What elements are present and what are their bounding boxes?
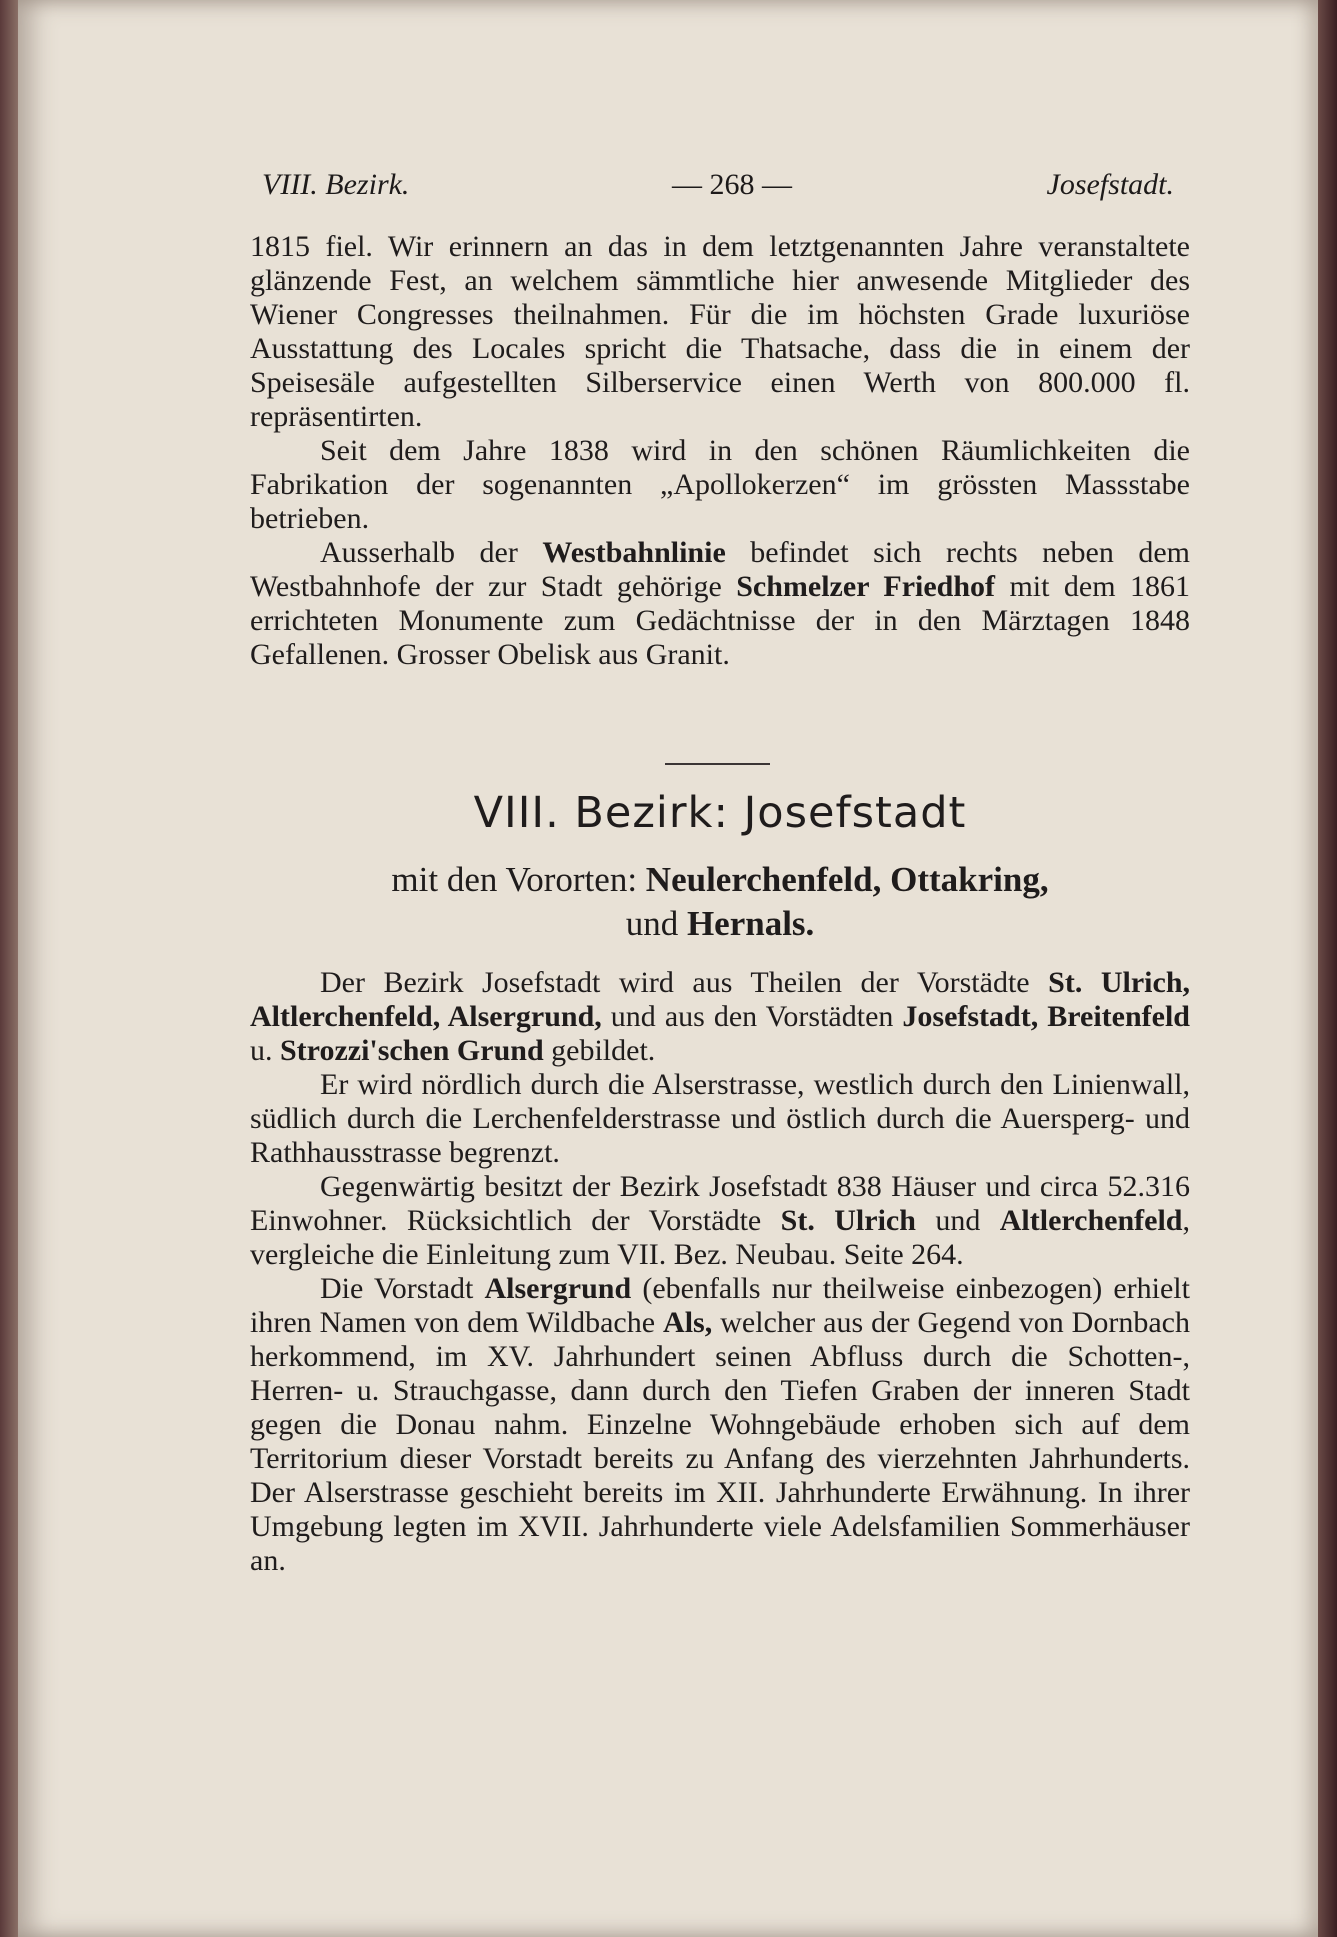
paragraph: 1815 fiel. Wir erinnern an das in dem letztgenannten Jahre veranstaltete glänzende Fest, an welchem sämmtliche hier anwesende Mitglieder des Wiener Congresses theilnahmen. Für die im höchsten Grade luxuriöse Ausstattung des Locales spricht die Thatsache, dass die in einem der Speisesäle aufgestellten Silberservice einen Werth von 800.000 fl. repräsentirten. [250,230,1190,433]
book-spine [0,0,18,1937]
paragraph: Der Bezirk Josefstadt wird aus Theilen der Vorstädte St. Ulrich, Altlerchenfeld, Alsergrund, und aus den Vorstädten Josefstadt, Breitenfeld u. Strozzi'schen Grund gebildet. [250,966,1191,1067]
header-section: Josefstadt. [1046,168,1174,201]
running-header [262,168,1174,208]
section-subtitle: mit den Vororten: Neulerchenfeld, Ottakring, und Hernals. [391,860,1049,943]
section-body [250,966,1190,1578]
page-edge [1318,0,1337,1937]
paragraph: Ausserhalb der Westbahnlinie befindet sich rechts neben dem Westbahnhofe der zur Stadt gehörige Schmelzer Friedhof mit dem 1861 errichteten Monumente zum Gedächtnisse der in den Märztagen 1848 Gefallenen. Grosser Obelisk aus Granit. [250,536,1191,671]
paragraph: Er wird nördlich durch die Alserstrasse, westlich durch den Linienwall, südlich durch die Lerchenfelderstrasse und östlich durch die Auersperg- und Rathhausstrasse begrenzt. [250,1068,1190,1169]
section-continuation [250,230,1190,672]
section-divider [665,763,770,765]
paragraph: Die Vorstadt Alsergrund (ebenfalls nur theilweise einbezogen) erhielt ihren Namen von dem Wildbache Als, welcher aus der Gegend von Dornbach herkommend, im XV. Jahrhundert seinen Abfluss durch die Schotten-, Herren- u. Strauchgasse, dann durch den Tiefen Graben der inneren Stadt gegen die Donau nahm. Einzelne Wohngebäude erhoben sich auf dem Territorium dieser Vorstadt bereits zu Anfang des vierzehnten Jahrhunderts. Der Alserstrasse geschieht bereits im XII. Jahrhunderte Erwähnung. In ihrer Umgebung legten im XVII. Jahrhunderte viele Adelsfamilien Sommerhäuser an. [250,1272,1190,1577]
paragraph: Seit dem Jahre 1838 wird in den schönen Räumlichkeiten die Fabrikation der sogenannten „Apollokerzen“ im grössten Massstabe betrieben. [250,434,1190,535]
paragraph: Gegenwärtig besitzt der Bezirk Josefstadt 838 Häuser und circa 52.316 Einwohner. Rücksichtlich der Vorstädte St. Ulrich und Altlerchenfeld, vergleiche die Einleitung zum VII. Bez. Neubau. Seite 264. [250,1170,1190,1271]
section-title: VIII. Bezirk: Josefstadt [473,788,967,838]
page-number: — 268 — [672,168,792,201]
header-district: VIII. Bezirk. [262,168,410,201]
